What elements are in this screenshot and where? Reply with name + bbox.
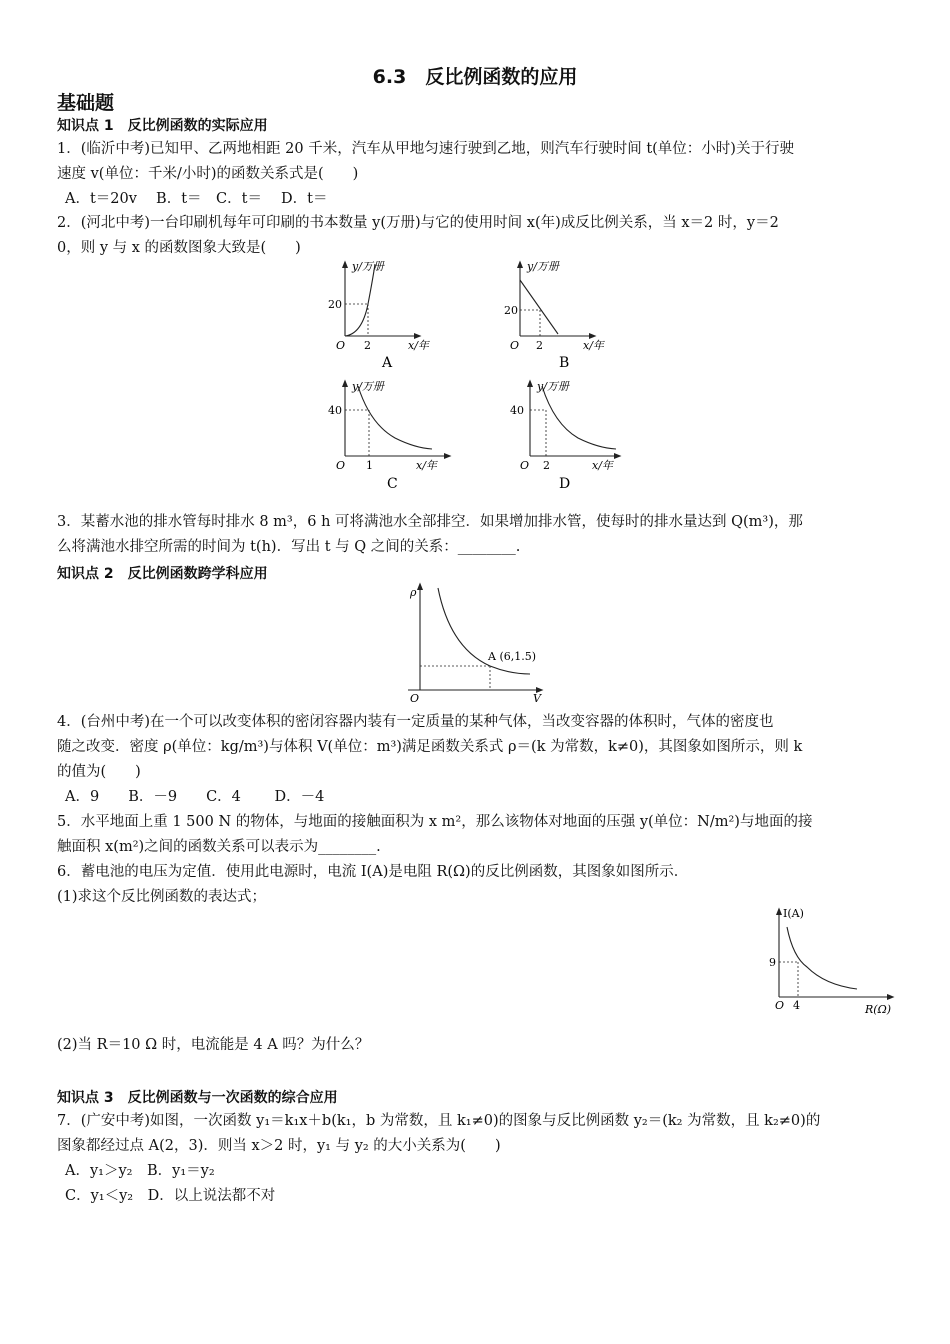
q4-point-label: A (6,1.5) — [488, 650, 537, 663]
q7-line1: 7．(广安中考)如图，一次函数 y₁＝k₁x＋b(k₁，b 为常数，且 k₁≠0)的图象与反比例函数 y₂＝(k₂ 为常数，且 k₂≠0)的 — [57, 1113, 821, 1129]
graph-d-xlabel: x/年 — [592, 459, 613, 472]
q6-line1: 6．蓄电池的电压为定值．使用此电源时，电流 I(A)是电阻 R(Ω)的反比例函数，其图象如图所示． — [57, 864, 689, 880]
q1-line1: 1．(临沂中考)已知甲、乙两地相距 20 千米，汽车从甲地匀速行驶到乙地，则汽车行驶时间 t(单位：小时)关于行驶 — [57, 141, 794, 157]
q6-part2: (2)当 R＝10 Ω 时，电流能是 4 A 吗？为什么？ — [57, 1037, 370, 1053]
q2-graphs — [310, 256, 650, 496]
graph-a-xlabel: x/年 — [408, 339, 429, 352]
q4-line3: 的值为( ) — [57, 764, 141, 780]
knowledge-point-1: 知识点 1 反比例函数的实际应用 — [57, 118, 268, 134]
graph-a-ytick: 20 — [328, 298, 342, 311]
graph-d-origin: O — [520, 459, 530, 472]
q4-xlabel: V — [533, 692, 541, 705]
q7-options-cd: C．y₁＜y₂ D．以上说法都不对 — [65, 1188, 276, 1204]
q6-ytick: 9 — [769, 956, 776, 969]
q2-line1: 2．(河北中考)一台印刷机每年可印刷的书本数量 y(万册)与它的使用时间 x(年)成反比例关系，当 x＝2 时，y＝2 — [57, 215, 779, 231]
q1-line2: 速度 v(单位：千米/小时)的函数关系式是( ) — [57, 166, 359, 182]
graph-b-ytick: 20 — [504, 304, 518, 317]
q6-xlabel: R(Ω) — [865, 1003, 891, 1016]
q5-line2: 触面积 x(m²)之间的函数关系可以表示为________. — [57, 839, 381, 855]
knowledge-point-2: 知识点 2 反比例函数跨学科应用 — [57, 566, 268, 582]
q6-ylabel: I(A) — [783, 907, 804, 920]
knowledge-point-3: 知识点 3 反比例函数与一次函数的综合应用 — [57, 1090, 338, 1106]
graph-d-label: D — [559, 476, 571, 492]
graph-a-origin: O — [336, 339, 346, 352]
question-2 — [57, 211, 892, 261]
graph-c-xlabel: x/年 — [416, 459, 437, 472]
q6-xtick: 4 — [793, 999, 800, 1012]
q1-options: A．t＝20v B．t＝ C．t＝ D．t＝ — [65, 191, 328, 207]
q3-line1: 3．某蓄水池的排水管每时排水 8 m³，6 h 可将满池水全部排空．如果增加排水管，使每时的排水量达到 Q(m³)，那 — [57, 514, 803, 530]
graph-b-origin: O — [510, 339, 520, 352]
q4-line1: 4．(台州中考)在一个可以改变体积的密闭容器内装有一定质量的某种气体，当改变容器的体积时，气体的密度也 — [57, 714, 774, 730]
page-title: 6.3 反比例函数的应用 — [372, 66, 578, 88]
q4-line2: 随之改变．密度 ρ(单位：kg/m³)与体积 V(单位：m³)满足函数关系式 ρ＝(k 为常数，k≠0)，其图象如图所示，则 k — [57, 739, 803, 755]
q6-origin: O — [775, 999, 785, 1012]
graph-d-xtick: 2 — [543, 459, 550, 472]
q4-graph — [400, 578, 550, 706]
graph-c-xtick: 1 — [366, 459, 373, 472]
q4-ylabel: ρ — [410, 586, 417, 599]
q7-line2: 图象都经过点 A(2，3)．则当 x＞2 时，y₁ 与 y₂ 的大小关系为( ) — [57, 1138, 501, 1154]
graph-a — [345, 262, 420, 336]
q4-origin: O — [410, 692, 420, 705]
graph-b-xlabel: x/年 — [583, 339, 604, 352]
q6-part1: (1)求这个反比例函数的表达式； — [57, 889, 267, 905]
q5-line1: 5．水平地面上重 1 500 N 的物体，与地面的接触面积为 x m²，那么该物体对地面的压强 y(单位：N/m²)与地面的接 — [57, 814, 813, 830]
graph-b-label: B — [559, 355, 570, 371]
question-5 — [57, 810, 892, 860]
question-4 — [57, 710, 892, 785]
graph-c-label: C — [387, 476, 398, 492]
graph-a-xtick: 2 — [364, 339, 371, 352]
graph-a-label: A — [382, 355, 393, 371]
q6-graph — [765, 905, 900, 1017]
graph-b-ylabel: y/万册 — [527, 260, 559, 273]
graph-c-ytick: 40 — [328, 404, 342, 417]
question-7 — [57, 1109, 892, 1159]
graph-a-ylabel: y/万册 — [352, 260, 384, 273]
q3-line2: 么将满池水排空所需的时间为 t(h)．写出 t 与 Q 之间的关系：________. — [57, 539, 521, 555]
section-heading: 基础题 — [57, 92, 115, 114]
graph-c-origin: O — [336, 459, 346, 472]
graph-d-ytick: 40 — [510, 404, 524, 417]
graph-b-xtick: 2 — [536, 339, 543, 352]
q4-options: A．9 B．－9 C．4 D．－4 — [65, 789, 325, 805]
q7-options-ab: A．y₁＞y₂ B．y₁＝y₂ — [65, 1163, 215, 1179]
graph-b — [520, 262, 595, 336]
graph-d-ylabel: y/万册 — [537, 380, 569, 393]
graph-c-ylabel: y/万册 — [352, 380, 384, 393]
question-6 — [57, 860, 892, 910]
question-1 — [57, 137, 892, 187]
question-3 — [57, 510, 892, 560]
q2-line2: 0，则 y 与 x 的函数图象大致是( ) — [57, 240, 301, 256]
